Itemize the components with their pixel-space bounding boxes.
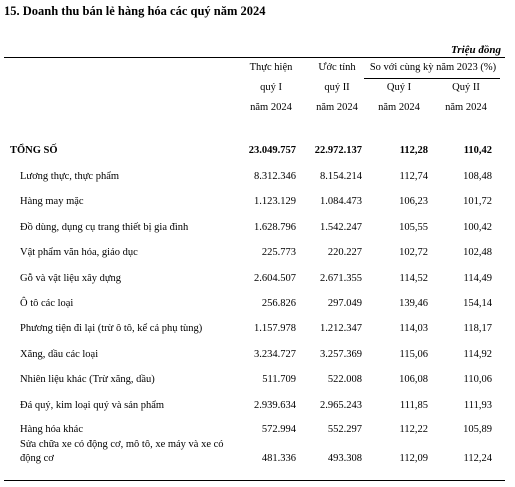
- header-col1: Thực hiện quý I năm 2024: [249, 62, 293, 113]
- cell-q1-2024: 23.049.757: [248, 145, 296, 156]
- header-col2: Ước tính quý II năm 2024: [316, 62, 358, 113]
- row-label: TỔNG SỐ: [10, 145, 58, 156]
- header-compare: So với cùng kỳ năm 2023 (%): [369, 62, 497, 73]
- cell-q2-pct: 110,42: [463, 145, 492, 156]
- bottom-rule: [4, 480, 505, 481]
- unit-label: Triệu đồng: [450, 44, 501, 56]
- table-title: 15. Doanh thu bán lẻ hàng hóa các quý năm 2024: [4, 4, 266, 18]
- cell-q1-pct: 112,28: [399, 145, 428, 156]
- header-col3: Quý I năm 2024: [378, 82, 420, 113]
- cell-q2-2024: 22.972.137: [314, 145, 362, 156]
- header-col4: Quý II năm 2024: [445, 82, 487, 113]
